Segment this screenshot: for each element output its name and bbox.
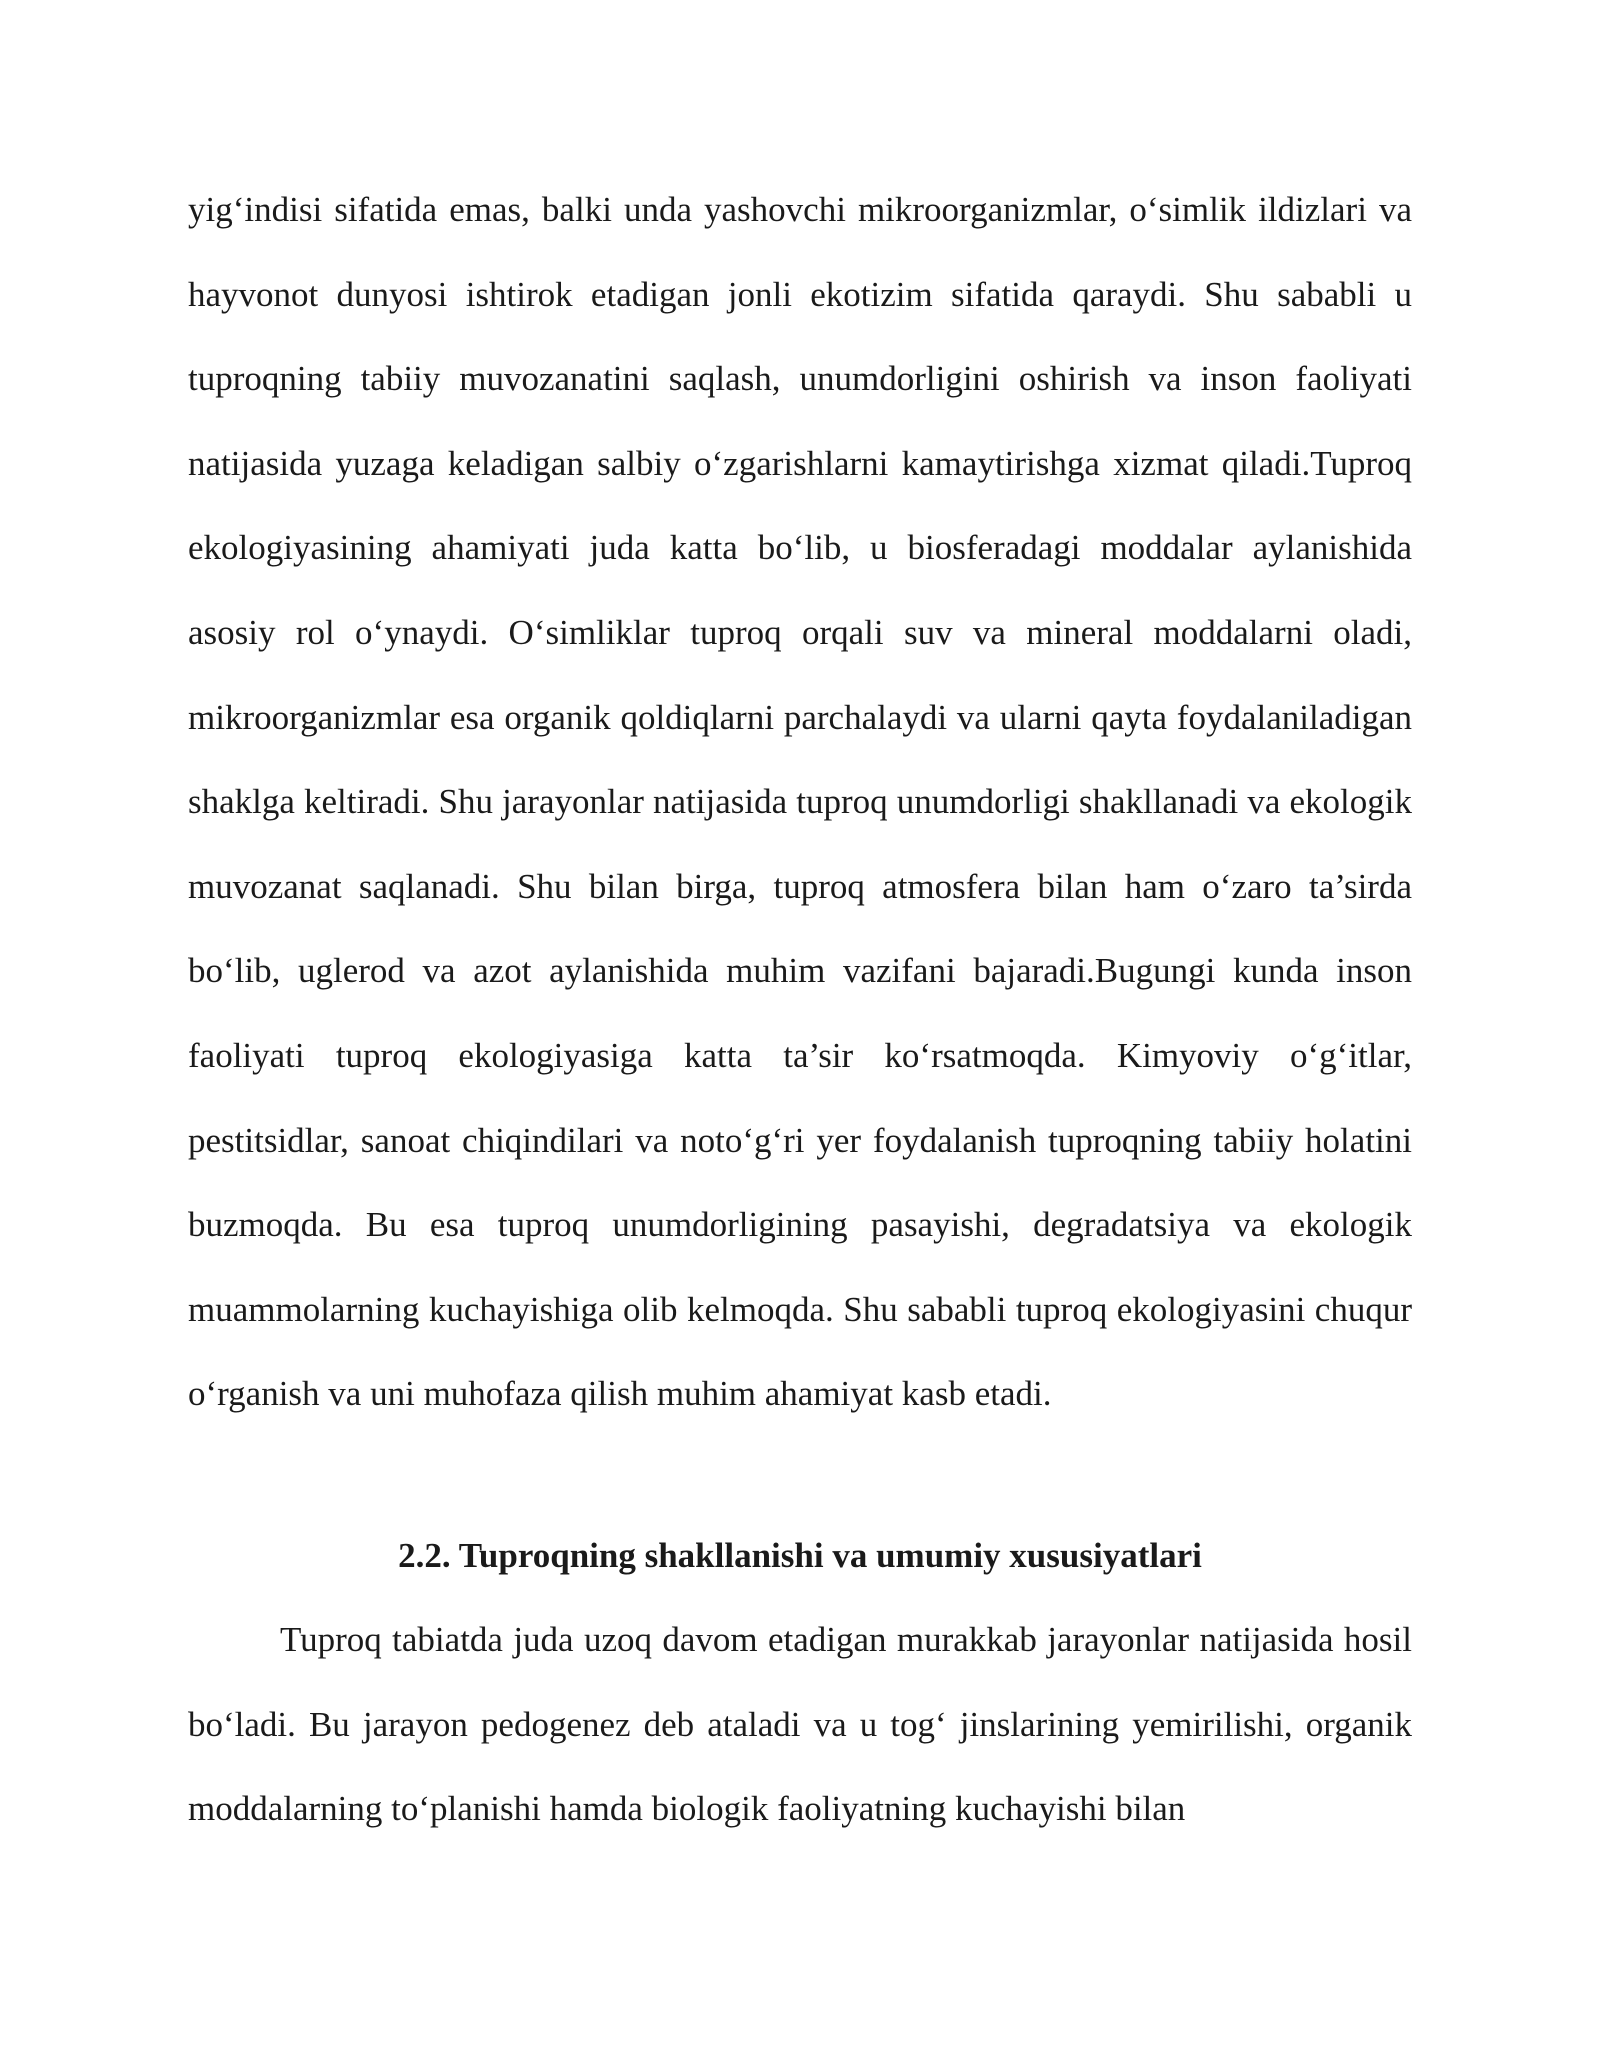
section-heading: 2.2. Tuproqning shakllanishi va umumiy xususiyatlari	[398, 1536, 1202, 1575]
body-paragraph: yig‘indisi sifatida emas, balki unda yashovchi mikroorganizmlar, o‘simlik ildizlari va hayvonot dunyosi ishtirok etadigan jonli ekotizim sifatida qaraydi. Shu sababli u tuproqning tabiiy muvozanatini saqlash, unumdorligini oshirish va inson faoliyati natijasida yuzaga keladigan salbiy o‘zgarishlarni kamaytirishga xizmat qiladi.Tuproq ekologiyasining ahamiyati juda katta bo‘lib, u biosferadagi moddalar aylanishida asosiy rol o‘ynaydi. O‘simliklar tuproq orqali suv va mineral moddalarni oladi, mikroorganizmlar esa organik qoldiqlarni parchalaydi va ularni qayta foydalaniladigan shaklga keltiradi. Shu jarayonlar natijasida tuproq unumdorligi shakllanadi va ekologik muvozanat saqlanadi. Shu bilan birga, tuproq atmosfera bilan ham o‘zaro ta’sirda bo‘lib, uglerod va azot aylanishida muhim vazifani bajaradi.Bugungi kunda inson faoliyati tuproq ekologiyasiga katta ta’sir ko‘rsatmoqda. Kimyoviy o‘g‘itlar, pestitsidlar, sanoat chiqindilari va noto‘g‘ri yer foydalanish tuproqning tabiiy holatini buzmoqda. Bu esa tuproq unumdorligining pasayishi, degradatsiya va ekologik muammolarning kuchayishiga olib kelmoqda. Shu sababli tuproq ekologiyasini chuqur o‘rganish va uni muhofaza qilish muhim ahamiyat kasb etadi.	[188, 190, 1412, 1414]
body-paragraph-continued: Tuproq tabiatda juda uzoq davom etadigan murakkab jarayonlar natijasida hosil bo‘ladi. Bu jarayon pedogenez deb ataladi va u tog‘ jinslarining yemirilishi, organik moddalarning to‘planishi hamda biologik faoliyatning kuchayishi bilan	[188, 1620, 1412, 1829]
